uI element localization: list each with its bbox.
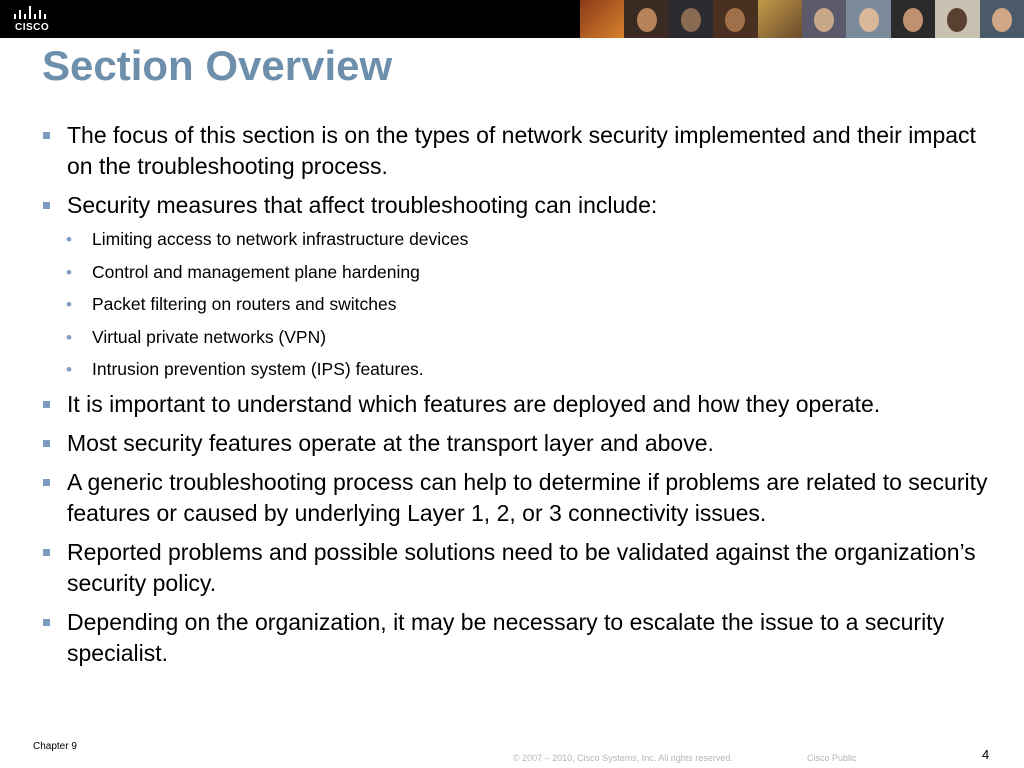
sub-bullet-text: Packet filtering on routers and switches <box>92 294 397 314</box>
bullet-text: A generic troubleshooting process can help to determine if problems are related to security features or caused by underlying Layer 1, 2, or 3 connectivity issues. <box>67 469 988 526</box>
sub-bullet-item <box>40 294 990 315</box>
dot-bullet-icon: • <box>66 327 72 347</box>
square-bullet-icon <box>43 401 50 408</box>
photo-tile <box>935 0 979 38</box>
bullet-item <box>40 120 990 182</box>
photo-tile <box>891 0 935 38</box>
square-bullet-icon <box>43 619 50 626</box>
sub-bullet-text: Control and management plane hardening <box>92 261 420 282</box>
slide-title: Section Overview <box>42 42 393 89</box>
bullet-text: Security measures that affect troubleshooting can include: <box>67 192 658 218</box>
bullet-text: Depending on the organization, it may be necessary to escalate the issue to a security specialist. <box>67 609 945 666</box>
square-bullet-icon <box>43 440 50 447</box>
classification-label: Cisco Public <box>807 753 857 763</box>
bullet-text: The focus of this section is on the types of network security implemented and their impact on the troubleshooting process. <box>67 122 976 179</box>
bullet-text: Most security features operate at the transport layer and above. <box>67 430 714 456</box>
top-banner <box>0 0 1024 38</box>
cisco-logo <box>12 5 60 35</box>
sub-bullet-item <box>40 262 990 283</box>
dot-bullet-icon: • <box>66 360 72 379</box>
sub-bullet-text: Virtual private networks (VPN) <box>92 326 327 347</box>
photo-tile <box>980 0 1024 38</box>
dot-bullet-icon: • <box>66 295 72 314</box>
bullet-item <box>40 467 990 529</box>
photo-tile <box>758 0 802 38</box>
photo-strip <box>580 0 1024 38</box>
sub-bullet-item <box>40 229 990 250</box>
bullet-item <box>40 537 990 599</box>
photo-tile <box>802 0 846 38</box>
bullet-item <box>40 190 990 221</box>
square-bullet-icon <box>43 549 50 556</box>
chapter-label: Chapter 9 <box>33 741 77 752</box>
bullet-text: Reported problems and possible solutions need to be validated against the organization’s security policy. <box>67 539 976 596</box>
bullet-item <box>40 389 990 420</box>
photo-tile <box>713 0 757 38</box>
square-bullet-icon <box>43 479 50 486</box>
sub-bullet-text: Limiting access to network infrastructure devices <box>92 229 469 249</box>
bullet-item <box>40 428 990 459</box>
photo-tile <box>669 0 713 38</box>
photo-tile <box>846 0 890 38</box>
sub-bullet-text: Intrusion prevention system (IPS) features. <box>92 359 424 379</box>
bullet-list <box>40 120 990 677</box>
photo-tile <box>624 0 668 38</box>
dot-bullet-icon: • <box>66 230 72 249</box>
square-bullet-icon <box>43 132 50 139</box>
sub-bullet-item <box>40 359 990 380</box>
sub-bullet-item <box>40 327 990 348</box>
logo-wordmark: CISCO <box>15 22 50 33</box>
bullet-text: It is important to understand which features are deployed and how they operate. <box>67 391 881 417</box>
page-number: 4 <box>982 747 990 762</box>
cisco-bridge-icon <box>12 5 56 21</box>
photo-tile <box>580 0 624 38</box>
copyright-notice: © 2007 – 2010, Cisco Systems, Inc. All rights reserved. <box>513 753 733 763</box>
dot-bullet-icon: • <box>66 262 72 282</box>
bullet-item <box>40 607 990 669</box>
square-bullet-icon <box>43 202 50 209</box>
